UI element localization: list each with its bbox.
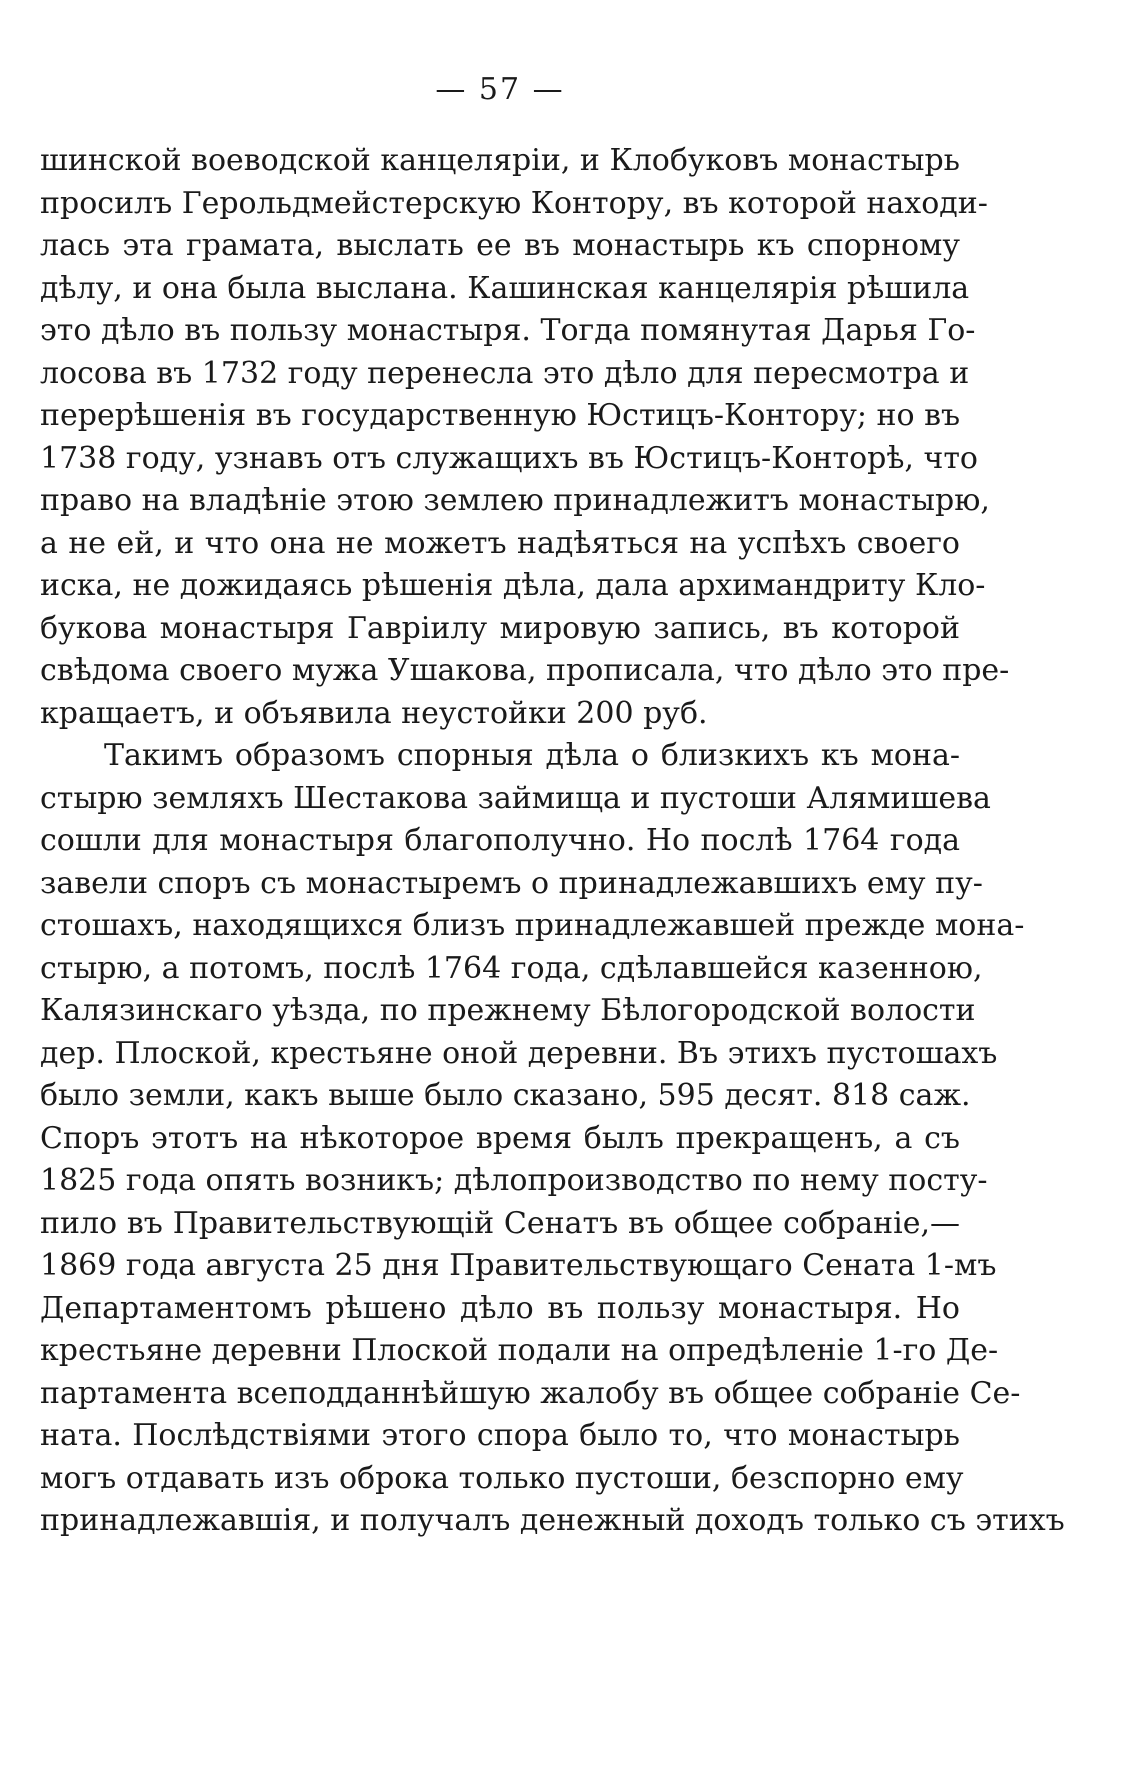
text-line: лосова въ 1732 году перенесла это дѣло для пересмотра и xyxy=(40,355,970,391)
text-line: право на владѣніе этою землею принадлежитъ монастырю, xyxy=(40,483,990,518)
text-line: крестьяне деревни Плоской подали на опредѣленіе 1-го Де- xyxy=(40,1333,999,1368)
text-line: просилъ Герольдмейстерскую Контору, въ которой находи- xyxy=(40,185,988,221)
text-line: шинской воеводской канцеляріи, и Клобуковъ монастырь xyxy=(40,143,960,178)
text-line: Такимъ образомъ спорныя дѣла о близкихъ къ мона- xyxy=(104,738,960,773)
text-line: стырю земляхъ Шестакова займища и пустоши Алямишева xyxy=(40,780,991,816)
text-line: перерѣшенія въ государственную Юстицъ-Контору; но въ xyxy=(40,398,961,433)
text-line: кращаетъ, и объявила неустойки 200 руб. xyxy=(40,695,708,731)
text-line: дѣлу, и она была выслана. Кашинская канцелярія рѣшила xyxy=(40,270,970,306)
text-line: это дѣло въ пользу монастыря. Тогда помянутая Дарья Го- xyxy=(40,313,976,348)
text-line: ната. Послѣдствіями этого спора было то, что монастырь xyxy=(40,1418,960,1453)
text-line: Департаментомъ рѣшено дѣло въ пользу монастыря. Но xyxy=(40,1290,960,1326)
paragraph-2 xyxy=(40,735,1065,1543)
text-line: лась эта грамата, выслать ее въ монастырь къ спорному xyxy=(40,228,960,263)
text-line: свѣдома своего мужа Ушакова, прописала, что дѣло это пре- xyxy=(40,653,1010,688)
text-line: 1869 года августа 25 дня Правительствующаго Сената 1-мъ xyxy=(40,1248,997,1283)
text-line: дер. Плоской, крестьяне оной деревни. Въ этихъ пустошахъ xyxy=(40,1035,998,1071)
paragraph-1 xyxy=(40,140,1010,735)
text-line: Калязинскаго уѣзда, по прежнему Бѣлогородской волости xyxy=(40,993,976,1028)
text-line: сошли для монастыря благополучно. Но послѣ 1764 года xyxy=(40,823,960,858)
text-line: завели споръ съ монастыремъ о принадлежавшихъ ему пу- xyxy=(40,865,983,901)
text-line: 1738 году, узнавъ отъ служащихъ въ Юстицъ-Конторѣ, что xyxy=(40,440,978,476)
text-line: партамента всеподданнѣйшую жалобу въ общее собраніе Се- xyxy=(40,1375,1021,1411)
text-line: иска, не дожидаясь рѣшенія дѣла, дала архимандриту Кло- xyxy=(40,568,986,603)
text-line: Споръ этотъ на нѣкоторое время былъ прекращенъ, а съ xyxy=(40,1120,960,1156)
body-text xyxy=(40,140,1065,1543)
text-line: 1825 года опять возникъ; дѣлопроизводство по нему посту- xyxy=(40,1163,988,1198)
text-line: стошахъ, находящихся близъ принадлежавшей прежде мона- xyxy=(40,908,1025,943)
text-line: стырю, а потомъ, послѣ 1764 года, сдѣлавшейся казенною, xyxy=(40,950,983,986)
text-line: пило въ Правительствующій Сенатъ въ общее собраніе,— xyxy=(40,1205,960,1241)
text-line: букова монастыря Гавріилу мировую запись, въ которой xyxy=(40,610,960,646)
text-line: могъ отдавать изъ оброка только пустоши, безспорно ему xyxy=(40,1460,964,1496)
text-line: а не ей, и что она не можетъ надѣяться на успѣхъ своего xyxy=(40,525,960,561)
page-number: — 57 — xyxy=(435,72,565,107)
text-line: принадлежавшія, и получалъ денежный доходъ только съ этихъ xyxy=(40,1503,1065,1538)
text-line: было земли, какъ выше было сказано, 595 десят. 818 саж. xyxy=(40,1078,971,1113)
